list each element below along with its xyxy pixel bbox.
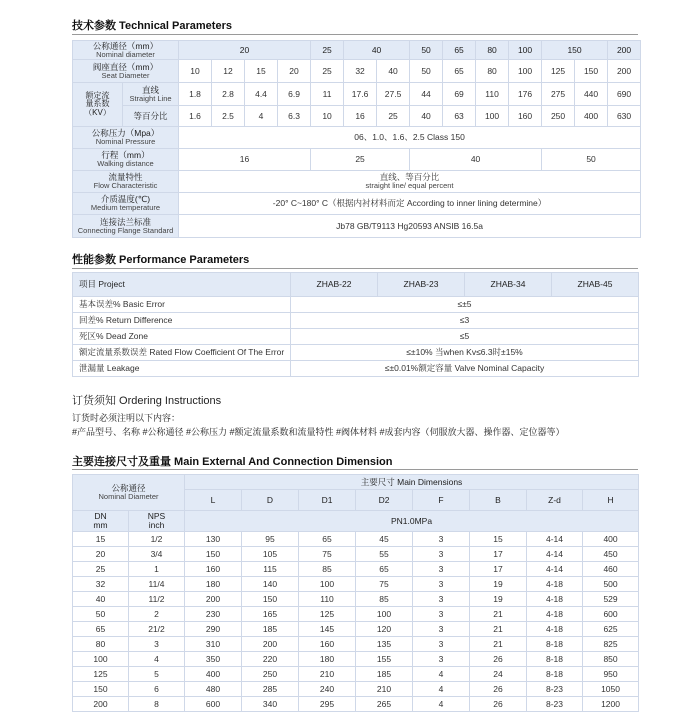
dimension-cell: 65 — [356, 562, 413, 577]
ordering-title: 订货须知 Ordering Instructions — [72, 395, 222, 407]
dimension-cell: 8-18 — [527, 667, 583, 682]
dimensions-rule — [72, 469, 638, 470]
project-label: 项目 Project — [73, 273, 291, 297]
kv-label: 额定流 量系数 （KV） — [73, 83, 123, 127]
dimension-cell: 285 — [242, 682, 299, 697]
kv-equal-value: 160 — [509, 106, 542, 127]
model-header: ZHAB-45 — [552, 273, 639, 297]
dimension-cell: 825 — [583, 637, 639, 652]
dimension-row — [73, 652, 639, 667]
dimension-cell: 3 — [129, 637, 185, 652]
kv-straight-value: 2.8 — [212, 83, 245, 106]
perf-row-value: ≤±10% 当when Kv≤6.3时±15% — [291, 345, 639, 361]
dimension-cell: 200 — [242, 637, 299, 652]
dimension-row — [73, 607, 639, 622]
pn-header: PN1.0MPa — [185, 511, 639, 532]
perf-row-label: 泄漏量 Leakage — [73, 361, 291, 377]
dimensions-title: 主要连接尺寸及重量 Main External And Connection Dimension — [72, 456, 393, 468]
dn-header: DN mm — [73, 511, 129, 532]
dimension-cell: 50 — [73, 607, 129, 622]
dimension-cell: 4-18 — [527, 592, 583, 607]
dimension-cell: 25 — [73, 562, 129, 577]
kv-equal-value: 250 — [542, 106, 575, 127]
model-header: ZHAB-22 — [291, 273, 378, 297]
technical-rule — [72, 34, 638, 35]
kv-equal-value: 10 — [311, 106, 344, 127]
dimensions-table — [72, 474, 639, 712]
dimension-cell: 20 — [73, 547, 129, 562]
nominal-diameter-header: 公称通径 Nominal Diameter — [73, 475, 185, 511]
nominal-value: 80 — [476, 41, 509, 60]
dimension-cell: 120 — [356, 622, 413, 637]
kv-straight-value: 110 — [476, 83, 509, 106]
dimension-cell: 1200 — [583, 697, 639, 712]
dimension-cell: 85 — [356, 592, 413, 607]
performance-title: 性能参数 Performance Parameters — [72, 254, 250, 266]
dimension-cell: 4 — [413, 697, 470, 712]
seat-value: 80 — [476, 60, 509, 83]
dimension-cell: 24 — [470, 667, 527, 682]
dimension-cell: 1 — [129, 562, 185, 577]
dimension-cell: 125 — [73, 667, 129, 682]
dimension-cell: 3 — [413, 577, 470, 592]
kv-straight-value: 44 — [410, 83, 443, 106]
kv-equal-value: 25 — [377, 106, 410, 127]
dimension-cell: 4-14 — [527, 532, 583, 547]
technical-table — [72, 40, 641, 238]
dimension-cell: 625 — [583, 622, 639, 637]
dimension-cell: 210 — [299, 667, 356, 682]
dimension-row — [73, 637, 639, 652]
dimension-cell: 400 — [583, 532, 639, 547]
dimension-cell: 950 — [583, 667, 639, 682]
dimension-cell: 295 — [299, 697, 356, 712]
dimension-cell: 21 — [470, 607, 527, 622]
ordering-line-1: 订货时必须注明以下内容： — [72, 413, 181, 423]
dimension-cell: 4-18 — [527, 622, 583, 637]
kv-straight-value: 4.4 — [245, 83, 278, 106]
nominal-value: 150 — [542, 41, 608, 60]
dimension-cell: 17 — [470, 562, 527, 577]
nominal-value: 20 — [179, 41, 311, 60]
kv-equal-value: 1.6 — [179, 106, 212, 127]
dimension-cell: 4-14 — [527, 562, 583, 577]
dimension-row — [73, 682, 639, 697]
dimension-cell: 150 — [73, 682, 129, 697]
dimension-cell: 3 — [413, 532, 470, 547]
kv-straight-value: 6.9 — [278, 83, 311, 106]
dimension-cell: 26 — [470, 697, 527, 712]
kv-equal-value: 4 — [245, 106, 278, 127]
dimension-cell: 2 — [129, 607, 185, 622]
dimension-row — [73, 697, 639, 712]
dimension-cell: 110 — [299, 592, 356, 607]
perf-row-label: 死区% Dead Zone — [73, 329, 291, 345]
kv-equal-value: 40 — [410, 106, 443, 127]
dimension-cell: 95 — [242, 532, 299, 547]
dimension-cell: 1050 — [583, 682, 639, 697]
travel-value: 25 — [311, 149, 410, 171]
dimension-cell: 600 — [583, 607, 639, 622]
model-header: ZHAB-23 — [378, 273, 465, 297]
dimension-cell: 3 — [413, 637, 470, 652]
dimension-cell: 180 — [299, 652, 356, 667]
col-header: D2 — [356, 490, 413, 511]
seat-value: 15 — [245, 60, 278, 83]
perf-row-label: 基本误差% Basic Error — [73, 297, 291, 313]
performance-rule — [72, 268, 638, 269]
dimension-cell: 8 — [129, 697, 185, 712]
kv-straight-value: 11 — [311, 83, 344, 106]
dimension-cell: 185 — [356, 667, 413, 682]
nps-header: NPS inch — [129, 511, 185, 532]
dimension-cell: 185 — [242, 622, 299, 637]
dimension-row — [73, 532, 639, 547]
kv-equal-value: 400 — [575, 106, 608, 127]
dimension-cell: 3 — [413, 652, 470, 667]
dimension-row — [73, 547, 639, 562]
seat-diameter-label: 阀座直径（mm） Seat Diameter — [73, 60, 179, 83]
dimension-cell: 135 — [356, 637, 413, 652]
nominal-value: 25 — [311, 41, 344, 60]
dimension-cell: 240 — [299, 682, 356, 697]
dimension-row — [73, 562, 639, 577]
dimension-cell: 160 — [185, 562, 242, 577]
dimension-cell: 45 — [356, 532, 413, 547]
seat-value: 65 — [443, 60, 476, 83]
dimension-row — [73, 577, 639, 592]
main-dimensions-header: 主要尺寸 Main Dimensions — [185, 475, 639, 490]
dimension-cell: 250 — [242, 667, 299, 682]
dimension-cell: 220 — [242, 652, 299, 667]
dimension-cell: 100 — [356, 607, 413, 622]
col-header: L — [185, 490, 242, 511]
kv-straight-value: 69 — [443, 83, 476, 106]
pressure-label: 公称压力（Mpa） Nominal Pressure — [73, 127, 179, 149]
dimension-cell: 4 — [129, 652, 185, 667]
kv-equal-value: 6.3 — [278, 106, 311, 127]
dimension-cell: 4 — [413, 667, 470, 682]
flange-label: 连接法兰标准 Connecting Flange Standard — [73, 215, 179, 238]
dimension-cell: 5 — [129, 667, 185, 682]
dimension-cell: 529 — [583, 592, 639, 607]
flow-label: 流量特性 Flow Characteristic — [73, 171, 179, 193]
dimension-cell: 32 — [73, 577, 129, 592]
perf-row-value: ≤5 — [291, 329, 639, 345]
dimension-cell: 8-18 — [527, 652, 583, 667]
nominal-value: 100 — [509, 41, 542, 60]
dimension-cell: 450 — [583, 547, 639, 562]
dimension-cell: 850 — [583, 652, 639, 667]
temperature-value: -20° C~180° C（根据内衬材料而定 According to inner lining determine） — [179, 193, 641, 215]
seat-value: 50 — [410, 60, 443, 83]
dimension-cell: 4 — [413, 682, 470, 697]
dimension-row — [73, 622, 639, 637]
dimension-cell: 3 — [413, 607, 470, 622]
dimension-cell: 3 — [413, 592, 470, 607]
dimension-row — [73, 667, 639, 682]
dimension-cell: 310 — [185, 637, 242, 652]
dimension-cell: 155 — [356, 652, 413, 667]
dimension-cell: 11/2 — [129, 592, 185, 607]
kv-straight-value: 1.8 — [179, 83, 212, 106]
kv-straight-value: 440 — [575, 83, 608, 106]
col-header: Z-d — [527, 490, 583, 511]
seat-value: 150 — [575, 60, 608, 83]
seat-value: 12 — [212, 60, 245, 83]
flange-value: Jb78 GB/T9113 Hg20593 ANSIB 16.5a — [179, 215, 641, 238]
dimension-cell: 100 — [299, 577, 356, 592]
dimension-cell: 290 — [185, 622, 242, 637]
seat-value: 10 — [179, 60, 212, 83]
dimension-cell: 210 — [356, 682, 413, 697]
dimension-cell: 150 — [185, 547, 242, 562]
kv-equal-value: 100 — [476, 106, 509, 127]
performance-table — [72, 272, 639, 377]
dimension-cell: 1/2 — [129, 532, 185, 547]
dimension-cell: 230 — [185, 607, 242, 622]
col-header: H — [583, 490, 639, 511]
model-header: ZHAB-34 — [465, 273, 552, 297]
dimension-cell: 6 — [129, 682, 185, 697]
seat-value: 125 — [542, 60, 575, 83]
col-header: F — [413, 490, 470, 511]
dimension-cell: 8-23 — [527, 682, 583, 697]
dimension-cell: 200 — [73, 697, 129, 712]
dimension-cell: 75 — [356, 577, 413, 592]
dimension-cell: 55 — [356, 547, 413, 562]
dimension-cell: 21 — [470, 622, 527, 637]
kv-straight-value: 690 — [608, 83, 641, 106]
dimension-cell: 85 — [299, 562, 356, 577]
dimension-row — [73, 592, 639, 607]
kv-straight-value: 176 — [509, 83, 542, 106]
technical-title: 技术参数 Technical Parameters — [72, 20, 232, 32]
dimension-cell: 40 — [73, 592, 129, 607]
travel-value: 40 — [410, 149, 542, 171]
dimension-cell: 3 — [413, 562, 470, 577]
dimension-cell: 11/4 — [129, 577, 185, 592]
dimension-cell: 21 — [470, 637, 527, 652]
dimension-cell: 130 — [185, 532, 242, 547]
dimension-cell: 3 — [413, 547, 470, 562]
dimension-cell: 19 — [470, 577, 527, 592]
seat-value: 25 — [311, 60, 344, 83]
dimension-cell: 65 — [299, 532, 356, 547]
dimension-cell: 500 — [583, 577, 639, 592]
kv-equal-value: 630 — [608, 106, 641, 127]
dimension-cell: 8-18 — [527, 637, 583, 652]
dimension-cell: 75 — [299, 547, 356, 562]
nominal-value: 50 — [410, 41, 443, 60]
seat-value: 40 — [377, 60, 410, 83]
seat-value: 200 — [608, 60, 641, 83]
kv-equal-value: 63 — [443, 106, 476, 127]
nominal-diameter-label: 公称通径（mm） Nominal diameter — [73, 41, 179, 60]
dimension-cell: 4-14 — [527, 547, 583, 562]
dimension-cell: 4-18 — [527, 607, 583, 622]
perf-row-value: ≤±0.01%额定容量 Valve Nominal Capacity — [291, 361, 639, 377]
dimension-cell: 65 — [73, 622, 129, 637]
col-header: B — [470, 490, 527, 511]
perf-row-value: ≤3 — [291, 313, 639, 329]
dimension-cell: 180 — [185, 577, 242, 592]
perf-row-label: 额定流量系数误差 Rated Flow Coefficient Of The Error — [73, 345, 291, 361]
dimension-cell: 150 — [242, 592, 299, 607]
kv-equal-value: 16 — [344, 106, 377, 127]
dimension-cell: 600 — [185, 697, 242, 712]
dimensions-body — [73, 532, 639, 712]
dimension-cell: 19 — [470, 592, 527, 607]
dimension-cell: 125 — [299, 607, 356, 622]
perf-row-label: 回差% Return Difference — [73, 313, 291, 329]
dimension-cell: 115 — [242, 562, 299, 577]
col-header: D — [242, 490, 299, 511]
dimension-cell: 80 — [73, 637, 129, 652]
temperature-label: 介质温度(℃) Medium temperature — [73, 193, 179, 215]
travel-label: 行程（mm） Walking distance — [73, 149, 179, 171]
travel-value: 50 — [542, 149, 641, 171]
col-header: D1 — [299, 490, 356, 511]
dimension-cell: 400 — [185, 667, 242, 682]
dimension-cell: 200 — [185, 592, 242, 607]
dimension-cell: 15 — [73, 532, 129, 547]
nominal-value: 200 — [608, 41, 641, 60]
dimension-cell: 21/2 — [129, 622, 185, 637]
dimension-cell: 165 — [242, 607, 299, 622]
dimension-cell: 145 — [299, 622, 356, 637]
dimension-cell: 8-23 — [527, 697, 583, 712]
dimension-cell: 265 — [356, 697, 413, 712]
kv-straight-value: 275 — [542, 83, 575, 106]
dimension-cell: 17 — [470, 547, 527, 562]
dimension-cell: 350 — [185, 652, 242, 667]
dimension-cell: 26 — [470, 652, 527, 667]
ordering-line-2: #产品型号、名称 #公称通径 #公称压力 #额定流量系数和流量特性 #阀体材料 #成套内容（伺服放大器、操作器、定位器等） — [72, 427, 565, 437]
equal-percent-label: 等百分比 — [123, 106, 179, 127]
dimension-cell: 460 — [583, 562, 639, 577]
kv-straight-value: 27.5 — [377, 83, 410, 106]
flow-value: 直线、等百分比 straight line/ equal percent — [179, 171, 641, 193]
kv-equal-value: 2.5 — [212, 106, 245, 127]
straight-line-label: 直线 Straight Line — [123, 83, 179, 106]
dimension-cell: 480 — [185, 682, 242, 697]
dimension-cell: 26 — [470, 682, 527, 697]
nominal-value: 65 — [443, 41, 476, 60]
perf-row-value: ≤±5 — [291, 297, 639, 313]
dimension-cell: 105 — [242, 547, 299, 562]
dimension-cell: 15 — [470, 532, 527, 547]
dimension-cell: 140 — [242, 577, 299, 592]
dimension-cell: 340 — [242, 697, 299, 712]
dimension-cell: 3 — [413, 622, 470, 637]
seat-value: 32 — [344, 60, 377, 83]
kv-straight-value: 17.6 — [344, 83, 377, 106]
nominal-value: 40 — [344, 41, 410, 60]
dimension-cell: 3/4 — [129, 547, 185, 562]
seat-value: 20 — [278, 60, 311, 83]
dimension-cell: 100 — [73, 652, 129, 667]
travel-value: 16 — [179, 149, 311, 171]
dimension-cell: 4-18 — [527, 577, 583, 592]
dimension-cell: 160 — [299, 637, 356, 652]
seat-value: 100 — [509, 60, 542, 83]
pressure-value: 06、1.0、1.6、2.5 Class 150 — [179, 127, 641, 149]
